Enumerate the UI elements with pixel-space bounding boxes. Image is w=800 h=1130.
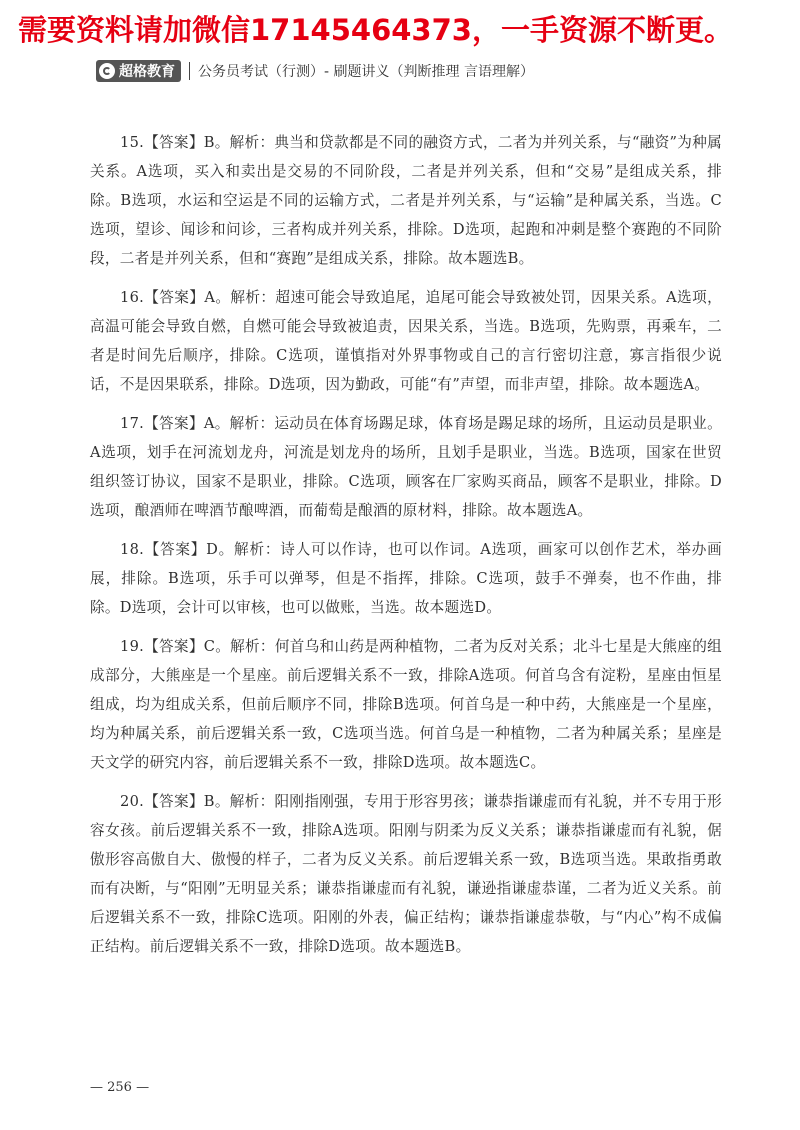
answer-paragraph-15: 15.【答案】B。解析：典当和贷款都是不同的融资方式，二者为并列关系，与“融资”为种属关系。A选项，买入和卖出是交易的不同阶段，二者是并列关系，但和“交易”是组成关系，排除。B选项，水运和空运是不同的运输方式，二者是并列关系，与“运输”是种属关系，当选。C选项，望诊、闻诊和问诊，三者构成并列关系，排除。D选项，起跑和冲刺是整个赛跑的不同阶段，二者是并列关系，但和“赛跑”是组成关系，排除。故本题选B。 [90, 134, 722, 267]
publisher-logo [96, 60, 181, 82]
header-divider [189, 62, 190, 80]
watermark-banner: 需要资料请加微信17145464373，一手资源不断更。 [18, 13, 733, 47]
book-title: 公务员考试（行测）- 刷题讲义（判断推理 言语理解） [198, 64, 534, 80]
answer-explanations [90, 128, 722, 971]
answer-paragraph-17: 17.【答案】A。解析：运动员在体育场踢足球，体育场是踢足球的场所，且运动员是职业。A选项，划手在河流划龙舟，河流是划龙舟的场所，且划手是职业，当选。B选项，国家在世贸组织签订协议，国家不是职业，排除。C选项，顾客在厂家购买商品，顾客不是职业，排除。D选项，酿酒师在啤酒节酿啤酒，而葡萄是酿酒的原材料，排除。故本题选A。 [90, 415, 722, 519]
answer-paragraph-20: 20.【答案】B。解析：阳刚指刚强，专用于形容男孩；谦恭指谦虚而有礼貌，并不专用于形容女孩。前后逻辑关系不一致，排除A选项。阳刚与阴柔为反义关系；谦恭指谦虚而有礼貌，倨傲形容高傲自大、傲慢的样子，二者为反义关系。前后逻辑关系一致，B选项当选。果敢指勇敢而有决断，与“阳刚”无明显关系；谦恭指谦虚而有礼貌，谦逊指谦虚恭谨，二者为近义关系。前后逻辑关系不一致，排除C选项。阳刚的外表，偏正结构；谦恭指谦虚恭敬，与“内心”构不成偏正结构。前后逻辑关系不一致，排除D选项。故本题选B。 [90, 793, 722, 955]
logo-icon [99, 63, 115, 79]
answer-paragraph-16: 16.【答案】A。解析：超速可能会导致追尾，追尾可能会导致被处罚，因果关系。A选项，高温可能会导致自燃，自燃可能会导致被追责，因果关系，当选。B选项，先购票，再乘车，二者是时间先后顺序，排除。C选项，谨慎指对外界事物或自己的言行密切注意，寡言指很少说话，不是因果联系，排除。D选项，因为勤政，可能“有”声望，而非声望，排除。故本题选A。 [90, 289, 722, 393]
answer-paragraph-19: 19.【答案】C。解析：何首乌和山药是两种植物，二者为反对关系；北斗七星是大熊座的组成部分，大熊座是一个星座。前后逻辑关系不一致，排除A选项。何首乌含有淀粉，星座由恒星组成，均为组成关系，但前后顺序不同，排除B选项。何首乌是一种中药，大熊座是一个星座，均为种属关系，前后逻辑关系一致，C选项当选。何首乌是一种植物，二者为种属关系；星座是天文学的研究内容，前后逻辑关系不一致，排除D选项。故本题选C。 [90, 638, 722, 771]
answer-paragraph-18: 18.【答案】D。解析：诗人可以作诗，也可以作词。A选项，画家可以创作艺术，举办画展，排除。B选项，乐手可以弹琴，但是不指挥，排除。C选项，鼓手不弹奏，也不作曲，排除。D选项，会计可以审核，也可以做账，当选。故本题选D。 [90, 541, 722, 616]
page-header [96, 58, 716, 84]
logo-text: 超格教育 [119, 64, 175, 80]
page-number: — 256 — [90, 1080, 150, 1095]
